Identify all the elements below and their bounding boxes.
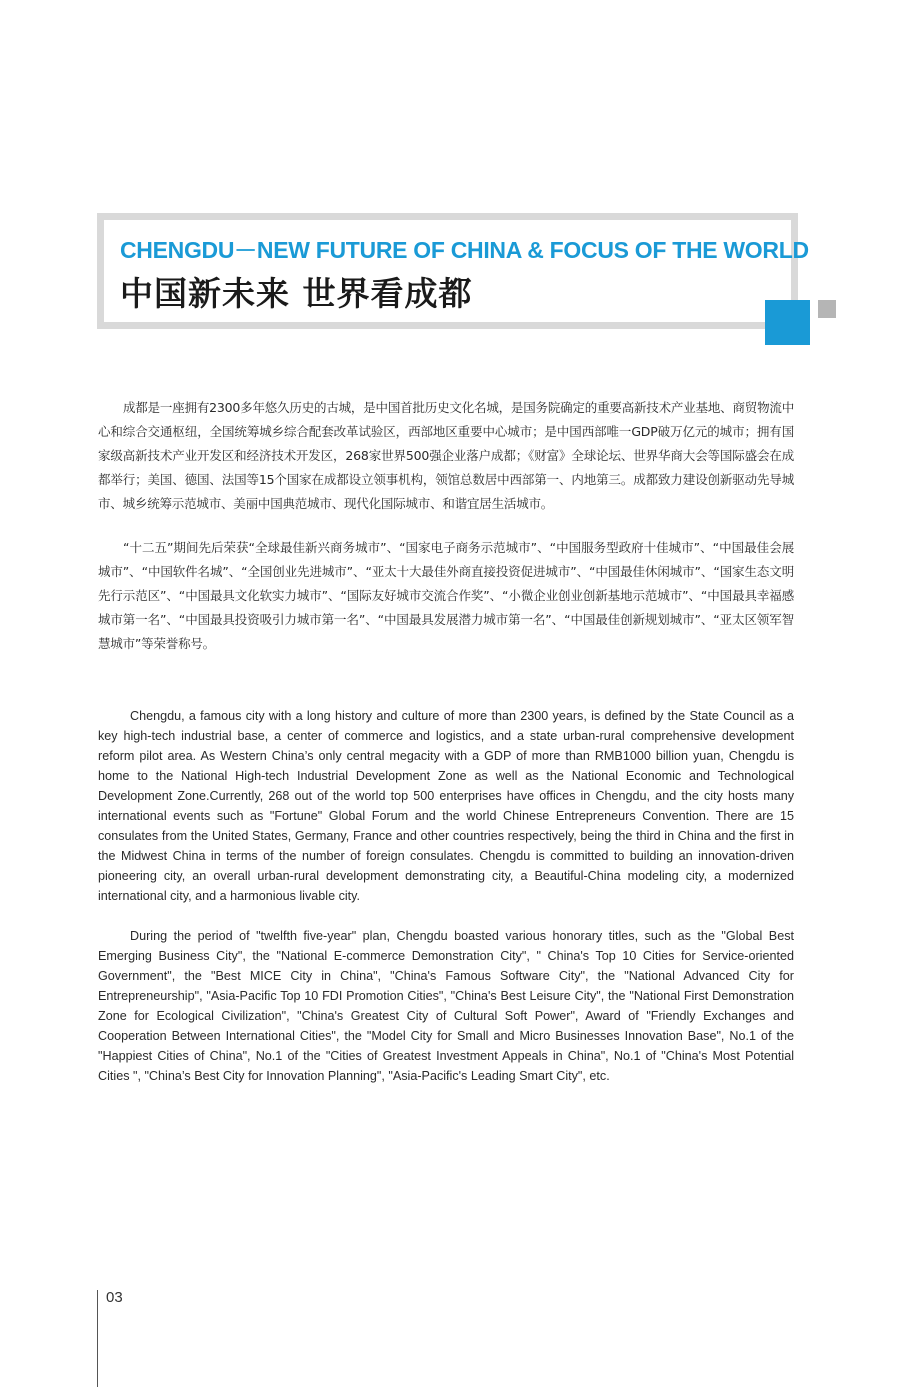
chinese-paragraph-1: 成都是一座拥有2300多年悠久历史的古城，是中国首批历史文化名城，是国务院确定的重要高新技术产业基地、商贸物流中心和综合交通枢纽，全国统筹城乡综合配套改革试验区，西部地区重要中心城市；是中国西部唯一GDP破万亿元的城市；拥有国家级高新技术产业开发区和经济技术开发区，268家世界500强企业落户成都；《财富》全球论坛、世界华商大会等国际盛会在成都举行；美国、德国、法国等15个国家在成都设立领事机构，领馆总数居中西部第一、内地第三。成都致力建设创新驱动先导城市、城乡统筹示范城市、美丽中国典范城市、现代化国际城市、和谐宜居生活城市。 — [98, 400, 794, 511]
english-paragraph-1: Chengdu, a famous city with a long history and culture of more than 2300 years, is defined by the State Council as a key high-tech industrial base, a center of commerce and logistics, and a state urban-rural comprehensive development reform pilot area. As Western China’s only central megacity with a GDP of more than RMB1000 billion yuan, Chengdu is home to the National High-tech Industrial Development Zone as well as the National Economic and Technological Development Zone.Currently, 268 out of the world top 500 enterprises have offices in Chengdu, and the city hosts many international events such as "Fortune" Global Forum and the world Chinese Entrepreneurs Convention. There are 15 consulates from the United States, Germany, France and other countries respectively, being the third in China and the first in the Midwest China in terms of the number of foreign consulates. Chengdu is committed to building an innovation-driven pioneering city, an overall urban-rural development demonstrating city, a Beautiful-China modeling city, a modernized international city, and a harmonious livable city. — [98, 709, 794, 903]
accent-square-gray — [818, 300, 836, 318]
accent-square-blue — [765, 300, 810, 345]
page-number: 03 — [106, 1289, 123, 1306]
page-title-english: CHENGDU－NEW FUTURE OF CHINA & FOCUS OF THE WORLD — [120, 237, 809, 263]
english-paragraph-2: During the period of "twelfth five-year" plan, Chengdu boasted various honorary titles, such as the "Global Best Emerging Business City", the "National E-commerce Demonstration City", " China's Top 10 Cities for Service-oriented Government", the "Best MICE City in China", "China's Famous Software City", the "National Advanced City for Entrepreneurship", "Asia-Pacific Top 10 FDI Promotion Cities", "China's Best Leisure City", the "National First Demonstration Zone for Ecological Civilization", "China's Greatest City of Cultural Soft Power", Award of "Friendly Exchanges and Cooperation Between International Cities", the "Model City for Small and Micro Businesses Innovation Base", No.1 of the "Happiest Cities of China", No.1 of the "Cities of Greatest Investment Appeals in China", No.1 of "China's Most Potential Cities ", "China’s Best City for Innovation Planning", "Asia-Pacific's Leading Smart City", etc. — [98, 929, 794, 1083]
page-margin-line — [97, 1290, 98, 1387]
page-title-chinese: 中国新未来 世界看成都 — [120, 274, 473, 313]
chinese-paragraph-2: “十二五”期间先后荣获“全球最佳新兴商务城市”、“国家电子商务示范城市”、“中国服务型政府十佳城市”、“中国最佳会展城市”、“中国软件名城”、“全国创业先进城市”、“亚太十大最佳外商直接投资促进城市”、“中国最佳休闲城市”、“国家生态文明先行示范区”、“中国最具文化软实力城市”、“国际友好城市交流合作奖”、“小微企业创业创新基地示范城市”、“中国最具幸福感城市第一名”、“中国最具投资吸引力城市第一名”、“中国最具发展潜力城市第一名”、“中国最佳创新规划城市”、“亚太区领军智慧城市”等荣誉称号。 — [98, 540, 794, 651]
